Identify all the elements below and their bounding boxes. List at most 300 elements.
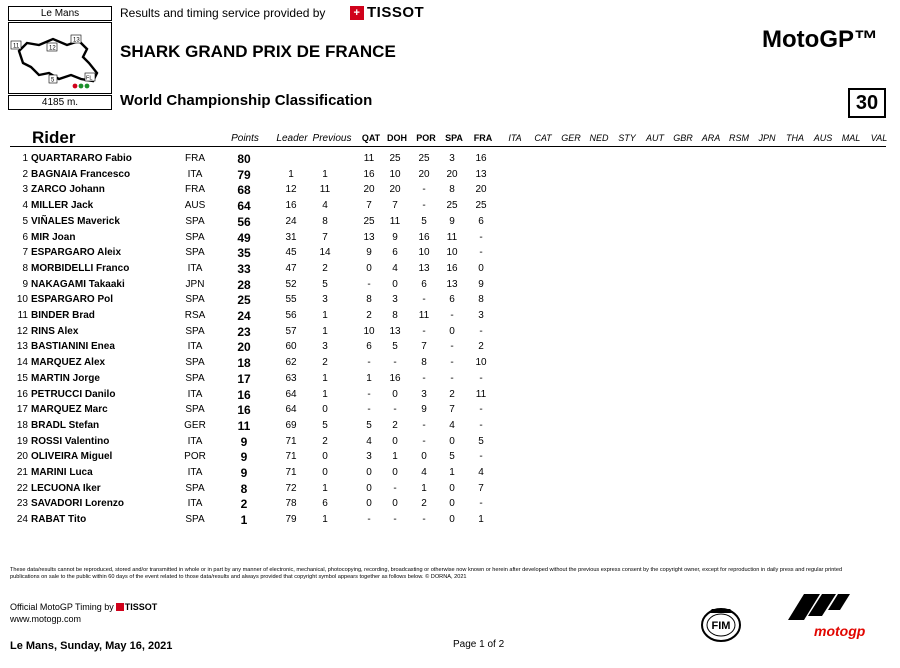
race-column-header: ARA	[701, 133, 721, 143]
cell-points: 16	[237, 403, 251, 418]
cell-fra: 16	[475, 153, 487, 164]
cell-por: 10	[418, 247, 430, 259]
cell-fra: -	[479, 451, 483, 463]
cell-spa: 20	[446, 168, 458, 180]
cell-prev: 1	[322, 168, 328, 180]
race-column-header: NED	[589, 133, 609, 143]
official-timing	[10, 602, 157, 612]
cell-doh: 11	[389, 215, 401, 227]
table-row	[0, 183, 900, 198]
leader-column-header: Leader	[276, 133, 308, 144]
track-map	[8, 22, 112, 94]
cell-points: 64	[237, 199, 251, 214]
cell-name: VIÑALES Maverick	[31, 215, 120, 227]
cell-qat: 0	[366, 262, 372, 274]
official-timing-text: Official MotoGP Timing by	[10, 602, 114, 612]
cell-nat: SPA	[185, 215, 205, 227]
cell-pos: 15	[16, 372, 28, 384]
cell-fra: 9	[478, 278, 484, 290]
cell-pos: 24	[16, 514, 28, 526]
cell-leader: 63	[285, 372, 297, 384]
table-row	[0, 513, 900, 528]
cell-spa: 7	[449, 404, 455, 416]
table-row	[0, 388, 900, 403]
cell-points: 49	[237, 230, 251, 245]
cell-por: 16	[418, 231, 430, 243]
cell-prev: 8	[322, 215, 328, 227]
cell-pos: 4	[22, 200, 28, 212]
cell-nat: SPA	[185, 247, 205, 259]
copyright-disclaimer: These data/results cannot be reproduced, stored and/or transmitted in whole or in part by any manner of electronic, mechanical, photocopying, recording, broadcasting or otherwise now known or herein after developed without the previous express consent by the copyright owner, except for reproduction in daily press and regular printed publications on sale to the public within 60 days of the event related to those data/results and always provided that copyright symbol appears together as follows below. © DORNA, 2021	[10, 567, 843, 580]
cell-nat: SPA	[185, 404, 205, 416]
cell-fra: -	[479, 419, 483, 431]
cell-doh: 2	[392, 419, 398, 431]
cell-spa: 10	[446, 247, 458, 259]
cell-pos: 18	[16, 419, 28, 431]
cell-name: MARTIN Jorge	[31, 372, 100, 384]
cell-name: SAVADORI Lorenzo	[31, 498, 124, 510]
cell-doh: 0	[392, 278, 398, 290]
table-row	[0, 168, 900, 183]
cell-doh: -	[393, 404, 397, 416]
cell-prev: 14	[319, 247, 331, 259]
cell-prev: 1	[322, 514, 328, 526]
cell-por: 0	[421, 451, 427, 463]
cell-prev: 2	[322, 262, 328, 274]
points-column-header: Points	[231, 133, 259, 144]
cell-points: 20	[237, 340, 251, 355]
cell-doh: 16	[389, 372, 401, 384]
cell-spa: 0	[449, 514, 455, 526]
cell-leader: 69	[285, 419, 297, 431]
cell-fra: -	[479, 498, 483, 510]
cell-qat: -	[367, 357, 371, 369]
cell-qat: 2	[366, 310, 372, 321]
cell-spa: -	[450, 341, 454, 353]
cell-pos: 22	[16, 482, 28, 494]
cell-qat: -	[367, 388, 371, 400]
cell-por: 4	[421, 467, 427, 478]
cell-leader: 79	[285, 514, 297, 526]
rider-column-header: Rider	[32, 128, 76, 147]
cell-points: 56	[237, 214, 251, 229]
cell-leader: 71	[285, 467, 297, 478]
cell-por: -	[422, 435, 426, 447]
motogp-logo-label: motogp	[814, 623, 866, 639]
cell-spa: 4	[449, 419, 455, 431]
cell-leader: 45	[285, 247, 297, 259]
cell-leader: 71	[285, 451, 297, 463]
cell-pos: 2	[22, 168, 28, 180]
cell-leader: 64	[285, 388, 297, 400]
cell-pos: 7	[22, 247, 28, 259]
cell-fra: -	[479, 404, 483, 416]
cell-pos: 11	[17, 310, 28, 321]
cell-name: BRADL Stefan	[31, 419, 100, 431]
cell-por: 11	[418, 310, 430, 321]
cell-pos: 9	[22, 278, 28, 290]
cell-name: ESPARGARO Pol	[31, 294, 114, 306]
cell-points: 9	[240, 450, 248, 465]
cell-prev: 1	[322, 325, 328, 337]
race-column-header: DOH	[387, 133, 407, 143]
cell-prev: 0	[322, 467, 328, 478]
cell-points: 2	[240, 497, 248, 512]
cell-points: 17	[237, 371, 251, 386]
cell-fra: 20	[475, 184, 487, 196]
cell-name: OLIVEIRA Miguel	[31, 451, 113, 463]
race-column-header: AUS	[813, 133, 833, 143]
cell-points: 1	[240, 513, 248, 528]
cell-qat: 0	[366, 467, 372, 478]
cell-qat: 4	[366, 435, 372, 447]
cell-name: RABAT Tito	[31, 514, 87, 526]
table-row	[0, 325, 900, 340]
cell-nat: SPA	[185, 372, 205, 384]
cell-fra: 2	[478, 341, 484, 353]
cell-doh: -	[393, 514, 397, 526]
cell-points: 79	[237, 167, 251, 182]
race-column-header: CAT	[534, 133, 552, 143]
cell-leader: 56	[285, 310, 297, 321]
cell-qat: 10	[363, 325, 375, 337]
cell-por: 3	[421, 388, 427, 400]
cell-por: 1	[421, 482, 427, 494]
cell-leader: 47	[285, 262, 297, 274]
cell-prev: 1	[322, 388, 328, 400]
cell-spa: 11	[446, 231, 458, 243]
cell-spa: 9	[449, 215, 455, 227]
cell-nat: RSA	[184, 310, 206, 321]
cell-nat: SPA	[185, 482, 205, 494]
cell-pos: 14	[16, 357, 28, 369]
turn-label: 11	[13, 43, 20, 50]
cell-pos: 17	[16, 404, 28, 416]
cell-pos: 8	[22, 262, 28, 274]
table-row	[0, 262, 900, 277]
table-row	[0, 372, 900, 387]
table-row	[0, 419, 900, 434]
table-row	[0, 309, 900, 324]
cell-prev: 2	[322, 357, 328, 369]
page-code: 30	[848, 88, 886, 118]
cell-pos: 20	[16, 451, 28, 463]
cell-nat: ITA	[187, 341, 203, 353]
cell-spa: 25	[446, 200, 458, 212]
fim-logo-icon	[700, 607, 742, 643]
race-column-header: STY	[618, 133, 636, 143]
page-indicator: Page 1 of 2	[453, 639, 505, 650]
previous-column-header: Previous	[312, 133, 352, 144]
cell-fra: 5	[478, 435, 484, 447]
cell-doh: 0	[392, 388, 398, 400]
table-row	[0, 199, 900, 214]
cell-por: -	[422, 184, 426, 196]
cell-fra: 13	[475, 168, 487, 180]
cell-points: 35	[237, 246, 251, 261]
cell-pos: 12	[16, 325, 28, 337]
cell-points: 16	[237, 387, 251, 402]
cell-nat: FRA	[185, 184, 205, 196]
cell-fra: 0	[478, 262, 484, 274]
cell-points: 25	[237, 293, 251, 308]
cell-spa: 6	[449, 294, 455, 306]
cell-fra: 1	[478, 514, 484, 526]
cell-nat: AUS	[184, 200, 206, 212]
cell-nat: SPA	[185, 357, 205, 369]
fim-label: FIM	[711, 620, 731, 632]
cell-prev: 1	[322, 310, 328, 321]
provided-by-text: Results and timing service provided by	[120, 6, 326, 20]
cell-leader: 31	[285, 231, 297, 243]
cell-doh: 3	[392, 294, 398, 306]
cell-points: 28	[237, 277, 251, 292]
series-title: MotoGP™	[762, 26, 878, 53]
table-row	[0, 466, 900, 481]
cell-nat: SPA	[185, 231, 205, 243]
cell-name: ESPARGARO Aleix	[31, 247, 122, 259]
cell-doh: 1	[392, 451, 398, 463]
cell-por: -	[422, 325, 426, 337]
table-row	[0, 278, 900, 293]
turn-label: FL	[86, 75, 93, 82]
cell-prev: 5	[322, 278, 328, 290]
cell-spa: 2	[449, 388, 455, 400]
cell-spa: 5	[449, 451, 455, 463]
cell-qat: -	[367, 404, 371, 416]
location-date: Le Mans, Sunday, May 16, 2021	[10, 640, 173, 652]
race-column-header: JPN	[758, 133, 776, 143]
cell-qat: 20	[363, 184, 375, 196]
turn-label: 5	[51, 77, 55, 84]
cell-points: 11	[237, 418, 251, 433]
cell-name: PETRUCCI Danilo	[31, 388, 116, 400]
cell-points: 9	[240, 434, 248, 449]
cell-por: 25	[418, 153, 430, 164]
classification-title: World Championship Classification	[120, 92, 373, 109]
cell-points: 23	[237, 324, 251, 339]
cell-spa: 16	[446, 262, 458, 274]
cell-fra: -	[479, 247, 483, 259]
cell-prev: 6	[322, 498, 328, 510]
cell-spa: 0	[449, 498, 455, 510]
table-row	[0, 293, 900, 308]
cell-prev: 1	[322, 372, 328, 384]
cell-doh: -	[393, 482, 397, 494]
cell-fra: 11	[475, 388, 487, 400]
cell-prev: 2	[322, 435, 328, 447]
race-column-header: POR	[416, 133, 436, 143]
cell-prev: 3	[322, 294, 328, 306]
cell-name: MIR Joan	[31, 231, 76, 243]
cell-leader: 52	[285, 278, 297, 290]
cell-leader: 64	[285, 404, 297, 416]
cell-leader: 71	[285, 435, 297, 447]
cell-pos: 19	[16, 435, 28, 447]
cell-name: NAKAGAMI Takaaki	[31, 278, 125, 290]
table-row	[0, 450, 900, 465]
table-row	[0, 356, 900, 371]
cell-pos: 6	[22, 231, 28, 243]
cell-pos: 3	[22, 184, 28, 196]
cell-qat: 1	[366, 372, 372, 384]
cell-name: LECUONA Iker	[31, 482, 101, 494]
cell-doh: 4	[392, 262, 398, 274]
cell-prev: 5	[322, 419, 328, 431]
cell-prev: 3	[322, 341, 328, 353]
cell-spa: 3	[449, 153, 455, 164]
cell-por: 13	[418, 262, 430, 274]
cell-fra: -	[479, 325, 483, 337]
cell-qat: 0	[366, 498, 372, 510]
cell-points: 8	[240, 481, 248, 496]
cell-prev: 11	[319, 184, 331, 196]
cell-nat: GER	[184, 419, 206, 431]
cell-pos: 16	[16, 388, 28, 400]
cell-points: 68	[237, 183, 251, 198]
cell-qat: 16	[363, 168, 375, 180]
table-row	[0, 403, 900, 418]
race-column-header: MAL	[841, 133, 861, 143]
cell-spa: 0	[449, 482, 455, 494]
cell-points: 33	[237, 261, 251, 276]
cell-prev: 4	[322, 200, 328, 212]
cell-nat: ITA	[187, 262, 203, 274]
circuit-length: 4185 m.	[8, 95, 112, 110]
tissot-cross-icon: +	[350, 6, 364, 20]
cell-spa: -	[450, 357, 454, 369]
cell-qat: 13	[363, 231, 375, 243]
cell-fra: 4	[478, 467, 484, 478]
cell-name: MILLER Jack	[31, 200, 94, 212]
cell-qat: 25	[363, 215, 375, 227]
cell-spa: 0	[449, 325, 455, 337]
cell-por: 9	[421, 404, 427, 416]
fim-logo	[700, 607, 742, 643]
cell-por: 2	[421, 498, 427, 510]
website-link[interactable]: www.motogp.com	[10, 614, 82, 624]
cell-por: 5	[421, 215, 427, 227]
cell-name: MARINI Luca	[31, 467, 93, 478]
tissot-label: TISSOT	[367, 4, 425, 21]
cell-nat: ITA	[187, 168, 203, 180]
cell-doh: 9	[392, 231, 398, 243]
cell-qat: 6	[366, 341, 372, 353]
cell-nat: SPA	[185, 294, 205, 306]
cell-pos: 23	[16, 498, 28, 510]
race-column-header: RSM	[729, 133, 749, 143]
cell-nat: ITA	[187, 498, 203, 510]
table-row	[0, 215, 900, 230]
cell-points: 18	[237, 356, 251, 371]
race-column-header: QAT	[361, 133, 381, 143]
cell-name: MARQUEZ Alex	[31, 357, 106, 369]
cell-fra: 10	[475, 357, 487, 369]
cell-name: ZARCO Johann	[31, 184, 105, 196]
table-header	[10, 128, 886, 147]
cell-leader: 1	[288, 168, 294, 180]
cell-nat: SPA	[185, 514, 205, 526]
motogp-logo-icon	[780, 590, 880, 642]
cell-pos: 1	[22, 153, 28, 164]
cell-leader: 60	[285, 341, 297, 353]
cell-points: 24	[237, 309, 251, 323]
cell-nat: ITA	[187, 435, 203, 447]
cell-por: -	[422, 200, 426, 212]
cell-por: -	[422, 514, 426, 526]
cell-qat: 0	[366, 482, 372, 494]
cell-leader: 62	[285, 357, 297, 369]
tissot-logo	[350, 4, 424, 21]
cell-qat: -	[367, 514, 371, 526]
cell-nat: SPA	[185, 325, 205, 337]
cell-por: 20	[418, 168, 430, 180]
cell-prev: 1	[322, 482, 328, 494]
cell-name: MORBIDELLI Franco	[31, 262, 130, 274]
tissot-label: TISSOT	[124, 602, 158, 612]
table-row	[0, 231, 900, 246]
cell-nat: ITA	[187, 388, 203, 400]
cell-leader: 24	[285, 215, 297, 227]
table-row	[0, 246, 900, 261]
cell-fra: 3	[478, 310, 484, 321]
cell-por: -	[422, 419, 426, 431]
cell-qat: 9	[366, 247, 372, 259]
race-column-header: AUT	[646, 133, 664, 143]
cell-por: 6	[421, 278, 427, 290]
cell-nat: FRA	[185, 153, 205, 164]
cell-doh: 10	[389, 168, 401, 180]
race-column-header: FRA	[473, 133, 493, 143]
race-column-header: THA	[786, 133, 804, 143]
race-column-header: ITA	[508, 133, 522, 143]
table-row	[0, 435, 900, 450]
cell-doh: 5	[392, 341, 398, 353]
cell-fra: -	[479, 231, 483, 243]
circuit-name: Le Mans	[8, 6, 112, 21]
cell-leader: 55	[285, 294, 297, 306]
table-row	[0, 152, 900, 167]
cell-por: 7	[421, 341, 427, 353]
cell-doh: 6	[392, 247, 398, 259]
cell-doh: 0	[392, 435, 398, 447]
cell-spa: -	[450, 372, 454, 384]
cell-prev: 7	[322, 231, 328, 243]
cell-por: -	[422, 294, 426, 306]
cell-name: BAGNAIA Francesco	[31, 168, 131, 180]
cell-leader: 16	[285, 200, 297, 212]
cell-points: 9	[240, 466, 248, 480]
race-column-header: SPA	[445, 133, 463, 143]
cell-por: -	[422, 372, 426, 384]
race-column-header: GER	[561, 133, 581, 143]
cell-qat: 8	[366, 294, 372, 306]
cell-spa: 8	[449, 184, 455, 196]
cell-qat: 3	[366, 451, 372, 463]
race-column-header: VAL	[870, 133, 888, 143]
cell-spa: -	[450, 310, 454, 321]
cell-prev: 0	[322, 404, 328, 416]
cell-spa: 1	[449, 467, 455, 478]
cell-doh: 13	[389, 325, 401, 337]
race-column-header: GBR	[673, 133, 693, 143]
cell-leader: 78	[285, 498, 297, 510]
cell-leader: 12	[285, 184, 297, 196]
cell-points: 80	[237, 152, 251, 166]
cell-fra: 7	[478, 482, 484, 494]
table-row	[0, 497, 900, 512]
cell-leader: 72	[285, 482, 297, 494]
